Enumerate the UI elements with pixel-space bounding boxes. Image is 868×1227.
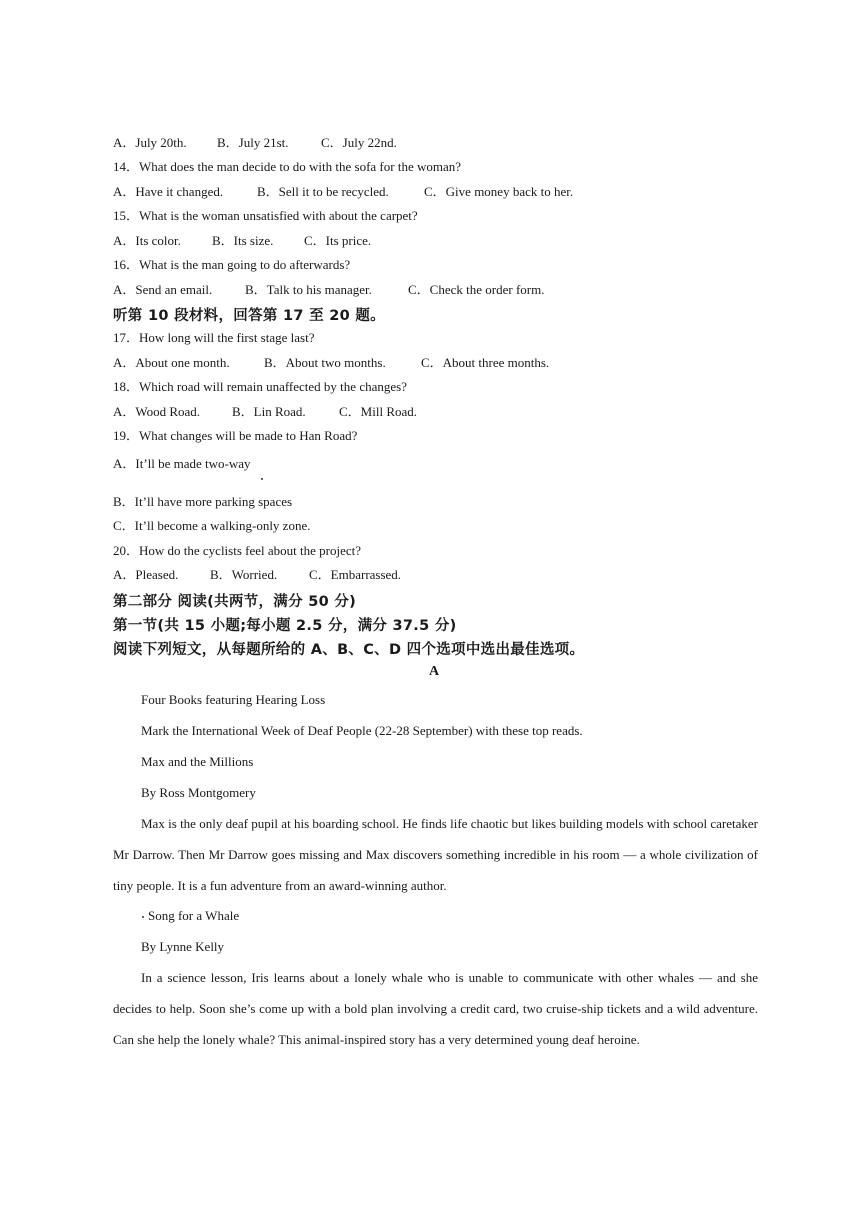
q13-option-a: A．July 20th. bbox=[113, 135, 187, 150]
q18-option-a: A．Wood Road. bbox=[113, 404, 201, 419]
q15-option-a: A．Its color. bbox=[113, 233, 181, 248]
q17-option-b: B．About two months. bbox=[264, 355, 386, 370]
q19-option-b: B．It’ll have more parking spaces bbox=[113, 494, 293, 509]
reading-part-header: 第二部分 阅读(共两节，满分 50 分) bbox=[113, 594, 357, 610]
q16-stem: 16．What is the man going to do afterwards? bbox=[113, 257, 351, 272]
q19-stem: 19．What changes will be made to Han Road? bbox=[113, 428, 358, 443]
q19-option-c: C．It’ll become a walking-only zone. bbox=[113, 518, 311, 533]
q19-option-a: A．It’ll be made two-way bbox=[113, 456, 251, 471]
q20-option-a: A．Pleased. bbox=[113, 567, 179, 582]
book-2-author: By Lynne Kelly bbox=[141, 939, 225, 954]
q16-option-c: C．Check the order form. bbox=[408, 282, 545, 297]
q16-option-a: A．Send an email. bbox=[113, 282, 213, 297]
q14-stem: 14．What does the man decide to do with the sofa for the woman? bbox=[113, 159, 462, 174]
q18-options bbox=[113, 404, 417, 420]
q20-options bbox=[113, 567, 401, 583]
reading-instruction: 阅读下列短文，从每题所给的 A、B、C、D 四个选项中选出最佳选项。 bbox=[113, 642, 585, 658]
q17-stem: 17．How long will the first stage last? bbox=[113, 330, 315, 345]
book-1-title: Max and the Millions bbox=[141, 754, 254, 769]
q20-option-b: B．Worried. bbox=[210, 567, 278, 582]
q13-option-b: B．July 21st. bbox=[217, 135, 289, 150]
q15-option-c: C．Its price. bbox=[304, 233, 372, 248]
q17-option-c: C．About three months. bbox=[421, 355, 550, 370]
q18-option-c: C．Mill Road. bbox=[339, 404, 418, 419]
q17-option-a: A．About one month. bbox=[113, 355, 230, 370]
book-1-author: By Ross Montgomery bbox=[141, 785, 256, 800]
q18-stem: 18．Which road will remain unaffected by the changes? bbox=[113, 379, 407, 394]
q20-option-c: C．Embarrassed. bbox=[309, 567, 402, 582]
q20-stem: 20．How do the cyclists feel about the project? bbox=[113, 543, 362, 558]
book-2-title: Song for a Whale bbox=[148, 908, 240, 923]
q13-option-c: C．July 22nd. bbox=[321, 135, 397, 150]
q14-option-b: B．Sell it to be recycled. bbox=[257, 184, 389, 199]
book-1-description: Max is the only deaf pupil at his boarding school. He finds life chaotic but likes building models with school caretaker Mr Darrow. Then Mr Darrow goes missing and Max discovers something incredible in his room — a whole civilization of tiny people. It is a fun adventure from an award-winning author. bbox=[113, 816, 758, 893]
q14-option-a: A．Have it changed. bbox=[113, 184, 224, 199]
book-2-description: In a science lesson, Iris learns about a lonely whale who is unable to communicate with other whales — and she decides to help. Soon she’s come up with a bold plan involving a credit card, two cruise-ship tickets and a wild adventure. Can she help the lonely whale? This animal-inspired story has a very determined young deaf heroine. bbox=[113, 970, 758, 1047]
q14-option-c: C．Give money back to her. bbox=[424, 184, 574, 199]
q14-options bbox=[113, 184, 573, 200]
q16-option-b: B．Talk to his manager. bbox=[245, 282, 372, 297]
scan-speck bbox=[261, 478, 263, 480]
q17-options bbox=[113, 355, 549, 371]
passage-title: Four Books featuring Hearing Loss bbox=[141, 692, 326, 707]
q15-option-b: B．Its size. bbox=[212, 233, 274, 248]
q15-stem: 15．What is the woman unsatisfied with about the carpet? bbox=[113, 208, 418, 223]
q13-options bbox=[113, 135, 397, 151]
passage-letter: A bbox=[428, 664, 440, 679]
q16-options bbox=[113, 282, 544, 298]
scan-speck bbox=[142, 916, 144, 918]
q15-options bbox=[113, 233, 371, 249]
q18-option-b: B．Lin Road. bbox=[232, 404, 306, 419]
section10-header: 听第 10 段材料，回答第 17 至 20 题。 bbox=[113, 308, 386, 324]
passage-intro: Mark the International Week of Deaf People (22-28 September) with these top reads. bbox=[141, 723, 583, 738]
reading-section-header: 第一节(共 15 小题;每小题 2.5 分，满分 37.5 分) bbox=[113, 618, 457, 634]
